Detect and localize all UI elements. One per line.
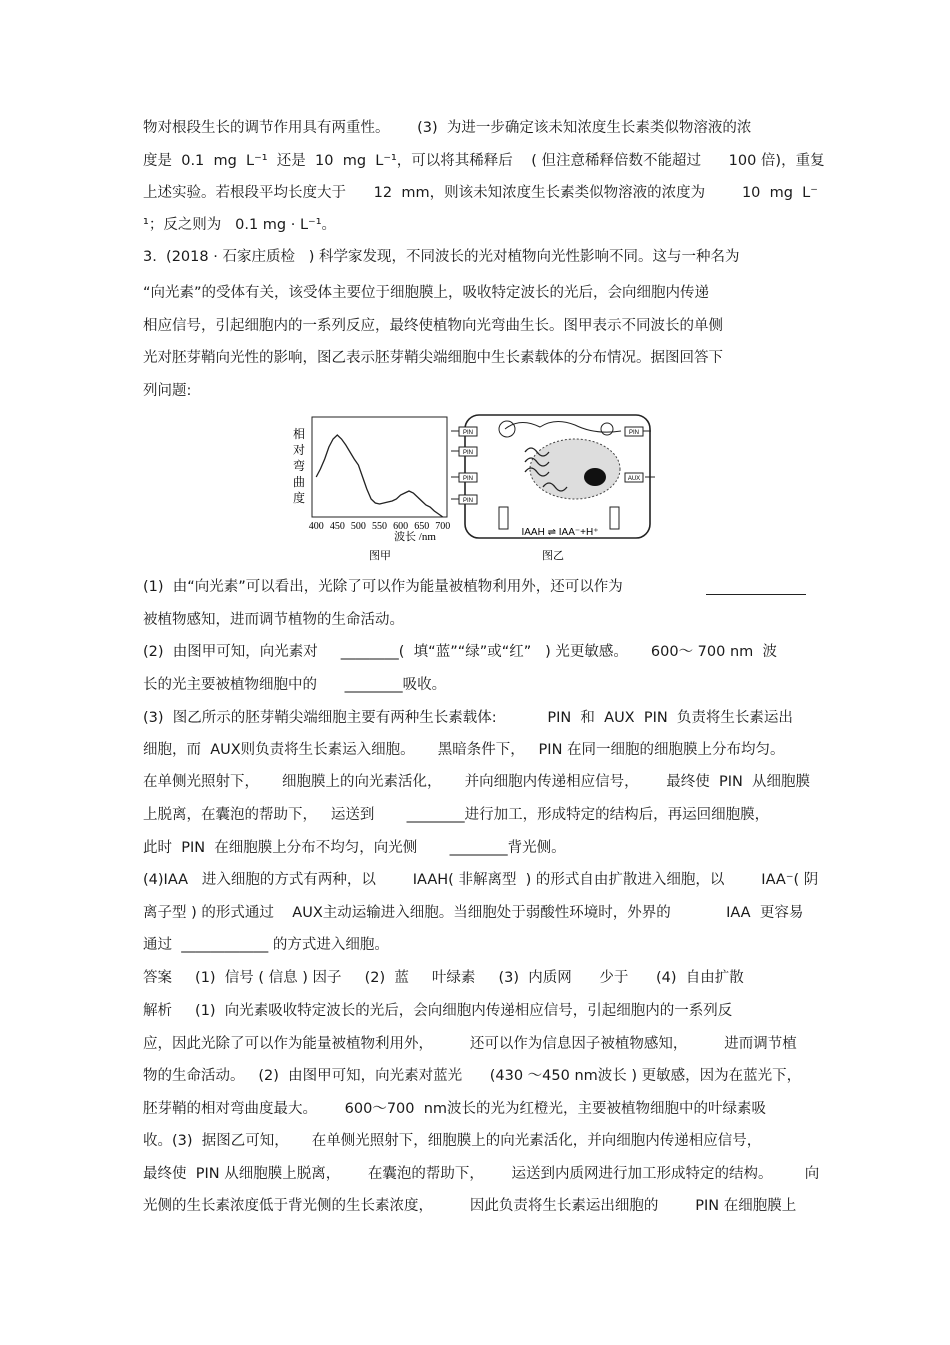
x-tick-label: 550 — [372, 521, 387, 532]
question-1-line-1: (1) 由“向光素”可以看出，光除了可以作为能量被植物利用外，还可以作为 — [143, 579, 623, 595]
svg-text:PIN: PIN — [628, 430, 640, 436]
svg-text:PIN: PIN — [462, 450, 474, 456]
line-1: 物对根段生长的调节作用具有两重性。 (3) 为进一步确定该未知浓度生长素类似物溶液的浓 — [143, 120, 752, 136]
diagram-yi — [451, 415, 655, 562]
y-label-5: 度 — [292, 491, 306, 505]
vesicle-2 — [601, 423, 613, 435]
question-3-line-4: 光对胚芽鞘向光性的影响，图乙表示胚芽鞘尖端细胞中生长素载体的分布情况。据图回答下 — [143, 350, 723, 366]
x-tick-label: 450 — [329, 521, 345, 532]
x-tick-label: 650 — [414, 521, 430, 532]
svg-text:PIN: PIN — [462, 430, 474, 436]
vesicle-1 — [499, 421, 515, 437]
nucleus — [584, 468, 606, 486]
caption-yi: 图乙 — [542, 550, 564, 562]
question-2-line-2: 长的光主要被植物细胞中的 ________吸收。 — [143, 677, 447, 693]
question-3-3-line-1: (3) 图乙所示的胚芽鞘尖端细胞主要有两种生长素载体: PIN 和 AUX PIN 负责将生长素运出 — [143, 710, 793, 726]
cytoplasm-region — [530, 439, 620, 499]
question-3-line-5: 列问题: — [143, 383, 192, 399]
line-3: 上述实验。若根段平均长度大于 12 mm，则该未知浓度生长素类似物溶液的浓度为 10 mg L⁻ — [143, 185, 818, 201]
figure-group — [285, 407, 665, 567]
x-tick-label: 400 — [308, 521, 324, 532]
answer-line: 答案 (1) 信号 ( 信息 ) 因子 (2) 蓝 叶绿素 (3) 内质网 少于 (4) 自由扩散 — [143, 970, 744, 986]
y-label-2: 对 — [292, 443, 306, 457]
question-1-line-2: 被植物感知，进而调节植物的生命活动。 — [143, 612, 404, 628]
chart-jia — [293, 417, 450, 562]
answer-blank-1 — [706, 580, 806, 595]
x-tick-label: 700 — [435, 521, 451, 532]
question-3-line-2: “向光素”的受体有关，该受体主要位于细胞膜上，吸收特定波长的光后，会向细胞内传递 — [143, 285, 710, 301]
question-2-line-1: (2) 由图甲可知，向光素对 ________( 填“蓝”“绿”或“红” ) 光更敏感。 600～ 700 nm 波 — [143, 644, 777, 660]
analysis-line-1: 解析 (1) 向光素吸收特定波长的光后，会向细胞内传递相应信号，引起细胞内的一系列反 — [143, 1003, 733, 1019]
svg-text:PIN: PIN — [462, 476, 474, 482]
y-label-3: 弯 — [292, 459, 306, 473]
question-3-3-line-5: 此时 PIN 在细胞膜上分布不均匀，向光侧 ________背光侧。 — [143, 840, 566, 856]
caption-jia: 图甲 — [369, 550, 391, 562]
svg-text:PIN: PIN — [462, 498, 474, 504]
question-4-line-1: (4)IAA 进入细胞的方式有两种，以 IAAH( 非解离型 ) 的形式自由扩散进入细胞，以 IAA⁻( 阴 — [143, 872, 819, 888]
equation: IAAH ⇌ IAA⁻+H⁺ — [521, 527, 599, 538]
question-3-3-line-3: 在单侧光照射下， 细胞膜上的向光素活化， 并向细胞内传递相应信号， 最终使 PIN 从细胞膜 — [143, 774, 811, 790]
y-label-4: 曲 — [292, 475, 306, 489]
x-tick-label: 600 — [393, 521, 409, 532]
question-3-3-line-4: 上脱离，在囊泡的帮助下， 运送到 ________进行加工，形成特定的结构后，再运回细胞膜， — [143, 807, 770, 823]
analysis-line-6: 最终使 PIN 从细胞膜上脱离， 在囊泡的帮助下， 运送到内质网进行加工形成特定的结构。 向 — [143, 1166, 820, 1182]
x-axis-label: 波长 /nm — [394, 531, 436, 543]
analysis-line-3: 物的生命活动。 (2) 由图甲可知，向光素对蓝光 (430 ～450 nm波长 ) 更敏感，因为在蓝光下， — [143, 1068, 802, 1084]
line-2: 度是 0.1 mg L⁻¹ 还是 10 mg L⁻¹，可以将其稀释后 ( 但注意稀释倍数不能超过 100 倍)，重复 — [143, 153, 825, 169]
question-4-line-2: 离子型 ) 的形式通过 AUX主动运输进入细胞。当细胞处于弱酸性环境时，外界的 IAA 更容易 — [143, 905, 804, 921]
question-3-3-line-2: 细胞，而 AUX则负责将生长素运入细胞。 黑暗条件下， PIN 在同一细胞的细胞膜上分布均匀。 — [143, 742, 785, 758]
plot-frame — [312, 417, 447, 517]
question-3-line-3: 相应信号，引起细胞内的一系列反应，最终使植物向光弯曲生长。图甲表示不同波长的单侧 — [143, 318, 723, 334]
x-tick-label: 500 — [350, 521, 366, 532]
analysis-line-4: 胚芽鞘的相对弯曲度最大。 600～700 nm波长的光为红橙光，主要被植物细胞中的叶绿素吸 — [143, 1101, 767, 1117]
svg-text:AUX: AUX — [627, 476, 641, 482]
aux-bottom-group — [499, 507, 619, 529]
question-4-line-3: 通过 ____________ 的方式进入细胞。 — [143, 937, 389, 953]
curve-line — [316, 435, 443, 517]
y-label-1: 相 — [292, 427, 306, 441]
question-3-line-1: 3. (2018 · 石家庄质检 ) 科学家发现，不同波长的光对植物向光性影响不同。这与一种名为 — [143, 249, 740, 265]
line-4: ¹；反之则为 0.1 mg · L⁻¹。 — [143, 217, 337, 233]
analysis-line-7: 光侧的生长素浓度低于背光侧的生长素浓度， 因此负责将生长素运出细胞的 PIN 在细胞膜上 — [143, 1198, 797, 1214]
analysis-line-2: 应，因此光除了可以作为能量被植物利用外， 还可以作为信息因子被植物感知， 进而调节植 — [143, 1036, 797, 1052]
analysis-line-5: 收。(3) 据图乙可知， 在单侧光照射下，细胞膜上的向光素活化，并向细胞内传递相应信号， — [143, 1133, 762, 1149]
